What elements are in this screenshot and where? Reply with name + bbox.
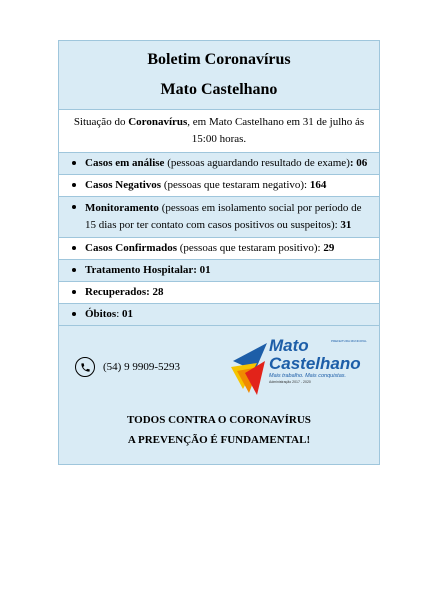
item-desc: (pessoas que testaram negativo): [161, 179, 310, 191]
list-item-deaths [59, 304, 379, 326]
bulletin-footer [59, 326, 379, 464]
logo-line1: Mato [269, 336, 309, 355]
item-label: Monitoramento [85, 202, 159, 214]
logo-wordmark [269, 337, 361, 385]
logo-mark-icon [227, 337, 275, 397]
bullet-icon [72, 290, 76, 294]
list-item-monitoring [59, 197, 379, 238]
list-item-recovered [59, 282, 379, 304]
bullet-icon [72, 205, 76, 209]
slogan [67, 410, 371, 450]
item-label: Tratamento Hospitalar: [85, 264, 200, 276]
bulletin-header [59, 41, 379, 110]
bulletin-title: Boletim Coronavírus [147, 51, 291, 68]
item-sep: : [116, 308, 122, 320]
item-label: Casos em análise [85, 157, 165, 169]
logo-line2: Castelhano [269, 354, 361, 373]
item-value: 164 [309, 179, 327, 191]
item-desc: (pessoas aguardando resultado de exame) [164, 157, 350, 169]
bullet-icon [72, 246, 76, 250]
situation-prefix: Situação do [73, 116, 129, 128]
item-desc: (pessoas em isolamento social por período de [158, 202, 362, 214]
phone-icon [75, 357, 95, 377]
item-value: 28 [152, 286, 164, 298]
item-value: 01 [199, 264, 211, 276]
item-desc-continued: 15 dias por ter contato com casos positivos ou suspeitos): [85, 219, 341, 231]
bullet-icon [72, 268, 76, 272]
logo-admin: Administração 2017 - 2020 [269, 380, 311, 384]
item-value: : 06 [349, 157, 368, 169]
slogan-line2: A PREVENÇÃO É FUNDAMENTAL! [127, 434, 311, 446]
list-item-hospital [59, 260, 379, 282]
situation-line2: 15:00 horas. [191, 133, 247, 145]
item-label: Casos Negativos [85, 179, 162, 191]
item-label: Casos Confirmados [85, 242, 177, 254]
situation-bold: Coronavírus [128, 116, 188, 128]
logo-tagline: Mais trabalho. Mais conquistas. [269, 373, 347, 379]
item-value: 01 [122, 308, 133, 320]
situation-text [59, 110, 379, 153]
list-item-confirmed [59, 238, 379, 260]
item-label: Óbitos [85, 308, 117, 320]
bullet-icon [72, 161, 76, 165]
list-item-analysis [59, 153, 379, 175]
bullet-icon [72, 312, 76, 316]
slogan-line1: TODOS CONTRA O CORONAVÍRUS [127, 414, 311, 426]
item-value: 31 [340, 219, 352, 231]
phone-number: (54) 9 9909-5293 [103, 361, 180, 373]
item-value: 29 [323, 242, 335, 254]
logo-prefeitura: PREFEITURA MUNICIPAL [331, 339, 367, 343]
bulletin-card [58, 40, 380, 465]
contact-row [67, 336, 371, 398]
phone-contact[interactable] [75, 357, 180, 377]
list-item-negative [59, 175, 379, 197]
item-desc: (pessoas que testaram positivo): [176, 242, 324, 254]
item-label: Recuperados: [85, 286, 153, 298]
bulletin-subtitle: Mato Castelhano [160, 81, 278, 98]
bullet-icon [72, 183, 76, 187]
situation-line1-rest: , em Mato Castelhano em 31 de julho ás [187, 116, 365, 128]
phone-icon-svg [80, 362, 91, 373]
municipality-logo [227, 337, 367, 397]
